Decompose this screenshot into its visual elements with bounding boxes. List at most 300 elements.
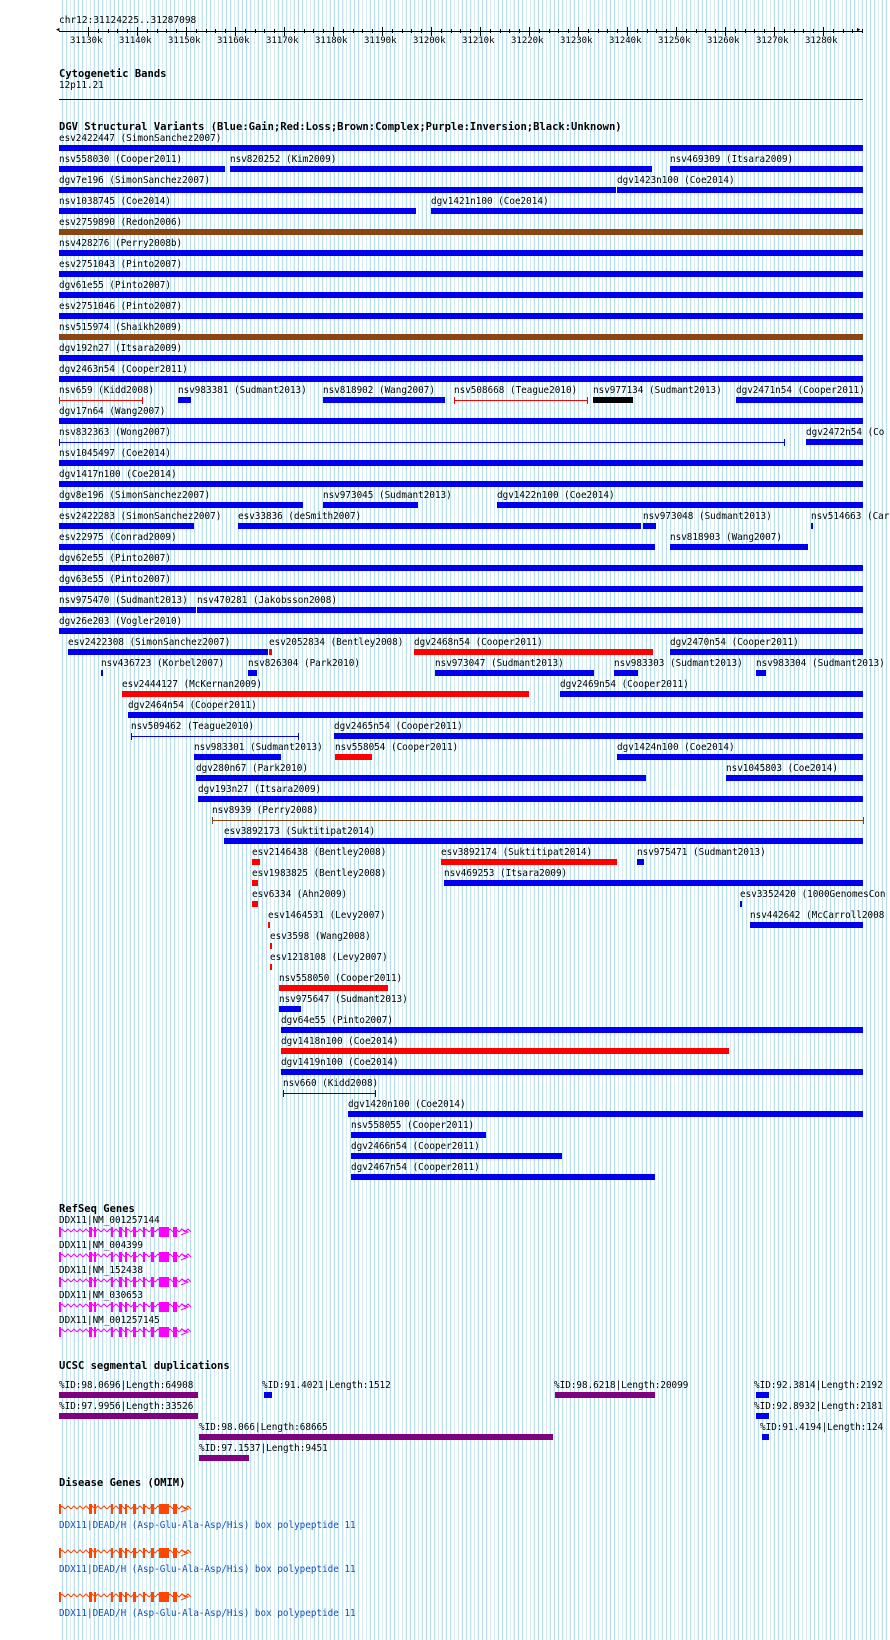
dgv-variant-label[interactable]: nsv442642 (McCarroll2008 <box>750 910 885 921</box>
dgv-variant-label[interactable]: dgv2472n54 (Co <box>806 427 885 438</box>
dgv-variant-label[interactable]: dgv192n27 (Itsara2009) <box>59 343 183 354</box>
dgv-variant-bar[interactable] <box>59 187 616 193</box>
ruler-minor-tick <box>803 29 804 33</box>
dgv-variant-label[interactable]: esv3598 (Wang2008) <box>270 931 371 942</box>
ruler-minor-tick <box>274 29 275 33</box>
ruler-tick-label: 31270k <box>756 36 789 46</box>
dgv-variant-label[interactable]: dgv1417n100 (Coe2014) <box>59 469 177 480</box>
dgv-variant-bar[interactable] <box>270 943 272 949</box>
dgv-variant-bar[interactable] <box>59 460 863 466</box>
dgv-variant-bar[interactable] <box>59 271 863 277</box>
omim-gene-glyph[interactable] <box>59 1547 191 1559</box>
segdup-bar[interactable] <box>199 1455 249 1461</box>
dgv-variant-bar[interactable] <box>435 670 594 676</box>
dgv-variant-line-cap <box>283 1090 284 1097</box>
dgv-variant-bar[interactable] <box>59 544 655 550</box>
dgv-variant-label[interactable]: nsv660 (Kidd2008) <box>283 1078 379 1089</box>
ruler-minor-tick <box>353 29 354 33</box>
dgv-variant-bar[interactable] <box>726 775 863 781</box>
ruler-tick-label: 31190k <box>364 36 397 46</box>
dgv-variant-bar[interactable] <box>617 754 863 760</box>
dgv-variant-label[interactable]: nsv818902 (Wang2007) <box>323 385 435 396</box>
dgv-variant-label[interactable]: esv3892173 (Suktitipat2014) <box>224 826 376 837</box>
ruler-minor-tick <box>117 29 118 33</box>
refseq-gene-glyph[interactable] <box>59 1276 191 1288</box>
dgv-variant-label[interactable]: esv1983825 (Bentley2008) <box>252 868 387 879</box>
dgv-variant-label[interactable]: dgv2464n54 (Cooper2011) <box>128 700 257 711</box>
left-margin <box>0 0 61 1640</box>
ruler-minor-tick <box>696 29 697 33</box>
dgv-variant-label[interactable]: dgv1423n100 (Coe2014) <box>617 175 735 186</box>
ruler-minor-tick <box>588 29 589 33</box>
ruler-minor-tick <box>411 29 412 33</box>
ruler-minor-tick <box>451 29 452 33</box>
refseq-gene-glyph[interactable] <box>59 1301 191 1313</box>
dgv-variant-label[interactable]: nsv509462 (Teague2010) <box>131 721 255 732</box>
dgv-variant-line[interactable] <box>131 736 298 737</box>
dgv-variant-label[interactable]: dgv26e203 (Vogler2010) <box>59 616 183 627</box>
ruler-tick-label: 31170k <box>266 36 299 46</box>
segdup-bar[interactable] <box>59 1413 198 1419</box>
dgv-variant-label[interactable]: nsv470281 (Jakobsson2008) <box>197 595 337 606</box>
segdup-track-title[interactable]: UCSC segmental duplications <box>59 1360 230 1372</box>
dgv-variant-label[interactable]: nsv975470 (Sudmant2013) <box>59 595 188 606</box>
dgv-variant-line-cap <box>142 397 143 404</box>
dgv-variant-label[interactable]: dgv61e55 (Pinto2007) <box>59 280 171 291</box>
dgv-variant-label[interactable]: nsv977134 (Sudmant2013) <box>593 385 722 396</box>
dgv-variant-bar[interactable] <box>431 208 863 214</box>
ruler-tick-label: 31250k <box>658 36 691 46</box>
cytoband-bar <box>59 99 863 100</box>
segdup-label[interactable]: %ID:98.066|Length:68665 <box>199 1422 328 1433</box>
dgv-variant-bar[interactable] <box>736 397 863 403</box>
dgv-variant-bar[interactable] <box>643 523 656 529</box>
ruler-tick <box>823 27 824 36</box>
dgv-variant-label[interactable]: nsv515974 (Shaikh2009) <box>59 322 183 333</box>
ruler-minor-tick <box>784 29 785 33</box>
ruler-minor-tick <box>666 29 667 33</box>
dgv-variant-bar[interactable] <box>194 754 281 760</box>
dgv-variant-label[interactable]: nsv558054 (Cooper2011) <box>335 742 459 753</box>
dgv-variant-line[interactable] <box>59 442 784 443</box>
dgv-variant-line-cap <box>212 817 213 824</box>
ruler-tick <box>88 27 89 36</box>
dgv-variant-label[interactable]: dgv2463n54 (Cooper2011) <box>59 364 188 375</box>
ruler-minor-tick <box>852 29 853 33</box>
ruler-tick <box>529 27 530 36</box>
dgv-track-title[interactable]: DGV Structural Variants (Blue:Gain;Red:Loss;Brown:Complex;Purple:Inversion;Black:Unknown) <box>59 121 622 133</box>
ruler-minor-tick <box>108 29 109 33</box>
dgv-variant-label[interactable]: nsv558055 (Cooper2011) <box>351 1120 475 1131</box>
dgv-variant-bar[interactable] <box>59 418 863 424</box>
dgv-variant-bar[interactable] <box>197 607 863 613</box>
ruler-minor-tick <box>735 29 736 33</box>
dgv-variant-label[interactable]: nsv820252 (Kim2009) <box>230 154 337 165</box>
omim-gene-label[interactable]: DDX11|DEAD/H (Asp-Glu-Ala-Asp/His) box polypeptide 11 <box>59 1520 356 1531</box>
ruler-minor-tick <box>656 29 657 33</box>
dgv-variant-label[interactable]: nsv558030 (Cooper2011) <box>59 154 183 165</box>
dgv-variant-label[interactable]: esv2444127 (McKernan2009) <box>122 679 262 690</box>
dgv-variant-line-cap <box>59 439 60 446</box>
segdup-bar[interactable] <box>59 1392 198 1398</box>
segdup-bar[interactable] <box>756 1392 769 1398</box>
dgv-variant-label[interactable]: dgv64e55 (Pinto2007) <box>281 1015 393 1026</box>
segdup-bar[interactable] <box>199 1434 553 1440</box>
dgv-variant-label[interactable]: esv6334 (Ahn2009) <box>252 889 348 900</box>
dgv-variant-bar[interactable] <box>59 502 303 508</box>
ruler-minor-tick <box>196 29 197 33</box>
dgv-variant-bar[interactable] <box>281 1048 729 1054</box>
segdup-label[interactable]: %ID:92.8932|Length:2181 <box>754 1401 883 1412</box>
dgv-variant-bar[interactable] <box>101 670 103 676</box>
dgv-variant-label[interactable]: dgv193n27 (Itsara2009) <box>198 784 322 795</box>
dgv-variant-bar[interactable] <box>59 355 863 361</box>
dgv-variant-label[interactable]: dgv62e55 (Pinto2007) <box>59 553 171 564</box>
refseq-track-title[interactable]: RefSeq Genes <box>59 1203 135 1215</box>
dgv-variant-bar[interactable] <box>59 166 225 172</box>
ruler-minor-tick <box>255 29 256 33</box>
dgv-variant-bar[interactable] <box>248 670 257 676</box>
ruler-minor-tick <box>549 29 550 33</box>
dgv-variant-bar[interactable] <box>270 964 272 970</box>
ruler-minor-tick <box>323 29 324 33</box>
dgv-variant-bar[interactable] <box>59 208 416 214</box>
ruler-tick <box>431 27 432 36</box>
ruler-tick-label: 31140k <box>119 36 152 46</box>
ruler-minor-tick <box>166 29 167 33</box>
dgv-variant-bar[interactable] <box>750 922 863 928</box>
dgv-variant-label[interactable]: dgv1424n100 (Coe2014) <box>617 742 735 753</box>
dgv-variant-bar[interactable] <box>279 985 388 991</box>
dgv-variant-label[interactable]: nsv428276 (Perry2008b) <box>59 238 183 249</box>
ruler-minor-tick <box>362 29 363 33</box>
ruler-minor-tick <box>607 29 608 33</box>
cytoband-track-title[interactable]: Cytogenetic Bands <box>59 68 167 80</box>
dgv-variant-bar[interactable] <box>441 859 617 865</box>
dgv-variant-bar[interactable] <box>178 397 191 403</box>
dgv-variant-bar[interactable] <box>323 502 418 508</box>
ruler-minor-tick <box>225 29 226 33</box>
ruler-tick <box>235 27 236 36</box>
refseq-gene-glyph[interactable] <box>59 1226 191 1238</box>
dgv-variant-bar[interactable] <box>59 607 196 613</box>
segdup-bar[interactable] <box>756 1413 769 1419</box>
dgv-variant-bar[interactable] <box>252 859 260 865</box>
dgv-variant-label[interactable]: esv3352420 (1000GenomesCon <box>740 889 886 900</box>
refseq-gene-label[interactable]: DDX11|NM_030653 <box>59 1290 143 1301</box>
ruler-tick-label: 31130k <box>70 36 103 46</box>
dgv-variant-bar[interactable] <box>68 649 268 655</box>
dgv-variant-label[interactable]: dgv1419n100 (Coe2014) <box>281 1057 399 1068</box>
dgv-variant-label[interactable]: nsv983303 (Sudmant2013) <box>614 658 743 669</box>
dgv-variant-label[interactable]: esv2052834 (Bentley2008) <box>269 637 404 648</box>
dgv-variant-label[interactable]: esv2146438 (Bentley2008) <box>252 847 387 858</box>
dgv-variant-line-cap <box>454 397 455 404</box>
ruler-minor-tick <box>313 29 314 33</box>
locus-label: chr12:31124225..31287098 <box>59 15 197 26</box>
dgv-variant-label[interactable]: nsv436723 (Korbel2007) <box>101 658 225 669</box>
dgv-variant-label[interactable]: nsv1038745 (Coe2014) <box>59 196 171 207</box>
ruler-minor-tick <box>176 29 177 33</box>
dgv-variant-bar[interactable] <box>59 292 863 298</box>
ruler-tick-label: 31240k <box>609 36 642 46</box>
dgv-variant-bar[interactable] <box>323 397 445 403</box>
dgv-variant-label[interactable]: nsv8939 (Perry2008) <box>212 805 319 816</box>
dgv-variant-bar[interactable] <box>593 397 633 403</box>
dgv-variant-label[interactable]: esv2422447 (SimonSanchez2007) <box>59 133 222 144</box>
ruler-minor-tick <box>705 29 706 33</box>
dgv-variant-label[interactable]: dgv1418n100 (Coe2014) <box>281 1036 399 1047</box>
ruler-tick-label: 31200k <box>413 36 446 46</box>
dgv-variant-bar[interactable] <box>224 838 863 844</box>
segdup-bar[interactable] <box>264 1392 272 1398</box>
dgv-variant-label[interactable]: dgv1422n100 (Coe2014) <box>497 490 615 501</box>
dgv-variant-label[interactable]: nsv1045803 (Coe2014) <box>726 763 838 774</box>
omim-gene-glyph[interactable] <box>59 1503 191 1515</box>
dgv-variant-label[interactable]: dgv2471n54 (Cooper2011) <box>736 385 865 396</box>
dgv-variant-line[interactable] <box>454 400 587 401</box>
dgv-variant-line-cap <box>587 397 588 404</box>
dgv-variant-line-cap <box>59 397 60 404</box>
dgv-variant-label[interactable]: esv2759890 (Redon2006) <box>59 217 183 228</box>
dgv-variant-bar[interactable] <box>351 1174 655 1180</box>
dgv-variant-label[interactable]: dgv1421n100 (Coe2014) <box>431 196 549 207</box>
ruler-minor-tick <box>392 29 393 33</box>
ruler-tick <box>774 27 775 36</box>
dgv-variant-bar[interactable] <box>740 901 742 907</box>
dgv-variant-bar[interactable] <box>497 502 863 508</box>
dgv-variant-bar[interactable] <box>59 145 863 151</box>
dgv-variant-label[interactable]: esv1464531 (Levy2007) <box>268 910 386 921</box>
dgv-variant-label[interactable]: dgv2469n54 (Cooper2011) <box>560 679 689 690</box>
omim-gene-glyph[interactable] <box>59 1591 191 1603</box>
dgv-variant-label[interactable]: dgv17n64 (Wang2007) <box>59 406 166 417</box>
omim-gene-label[interactable]: DDX11|DEAD/H (Asp-Glu-Ala-Asp/His) box polypeptide 11 <box>59 1608 356 1619</box>
dgv-variant-label[interactable]: dgv2465n54 (Cooper2011) <box>334 721 463 732</box>
ruler-tick <box>627 27 628 36</box>
dgv-variant-bar[interactable] <box>59 586 863 592</box>
segdup-label[interactable]: %ID:98.0696|Length:64908 <box>59 1380 194 1391</box>
refseq-gene-label[interactable]: DDX11|NM_152438 <box>59 1265 143 1276</box>
dgv-variant-label[interactable]: nsv983301 (Sudmant2013) <box>194 742 323 753</box>
ruler-minor-tick <box>568 29 569 33</box>
ruler-minor-tick <box>500 29 501 33</box>
dgv-variant-label[interactable]: nsv975647 (Sudmant2013) <box>279 994 408 1005</box>
dgv-variant-line[interactable] <box>59 400 142 401</box>
dgv-variant-label[interactable]: nsv973048 (Sudmant2013) <box>643 511 772 522</box>
dgv-variant-label[interactable]: esv1218108 (Levy2007) <box>270 952 388 963</box>
ruler-tick-label: 31260k <box>707 36 740 46</box>
ruler-minor-tick <box>509 29 510 33</box>
dgv-variant-label[interactable]: nsv818903 (Wang2007) <box>670 532 782 543</box>
ruler-tick <box>480 27 481 36</box>
dgv-variant-line[interactable] <box>283 1093 375 1094</box>
dgv-variant-label[interactable]: esv2422308 (SimonSanchez2007) <box>68 637 231 648</box>
dgv-variant-label[interactable]: dgv7e196 (SimonSanchez2007) <box>59 175 211 186</box>
dgv-variant-bar[interactable] <box>238 523 641 529</box>
dgv-variant-bar[interactable] <box>128 712 863 718</box>
dgv-variant-label[interactable]: dgv2466n54 (Cooper2011) <box>351 1141 480 1152</box>
dgv-variant-line-cap <box>375 1090 376 1097</box>
ruler-tick <box>725 27 726 36</box>
dgv-variant-label[interactable]: esv2751046 (Pinto2007) <box>59 301 183 312</box>
segdup-label[interactable]: %ID:97.9956|Length:33526 <box>59 1401 194 1412</box>
dgv-variant-label[interactable]: nsv983381 (Sudmant2013) <box>178 385 307 396</box>
dgv-variant-bar[interactable] <box>59 523 194 529</box>
ruler-minor-tick <box>264 29 265 33</box>
ruler-minor-tick <box>637 29 638 33</box>
dgv-variant-bar[interactable] <box>614 670 638 676</box>
dgv-variant-label[interactable]: dgv2468n54 (Cooper2011) <box>414 637 543 648</box>
dgv-variant-label[interactable]: dgv280n67 (Park2010) <box>196 763 308 774</box>
segdup-label[interactable]: %ID:97.1537|Length:9451 <box>199 1443 328 1454</box>
dgv-variant-bar[interactable] <box>444 880 863 886</box>
dgv-variant-bar[interactable] <box>59 481 863 487</box>
dgv-variant-bar[interactable] <box>348 1111 863 1117</box>
dgv-variant-label[interactable]: nsv975471 (Sudmant2013) <box>637 847 766 858</box>
dgv-variant-label[interactable]: nsv469309 (Itsara2009) <box>670 154 794 165</box>
dgv-variant-bar[interactable] <box>756 670 766 676</box>
dgv-variant-bar[interactable] <box>281 1069 863 1075</box>
ruler-minor-tick <box>843 29 844 33</box>
ruler-tick-label: 31150k <box>168 36 201 46</box>
ruler-tick-label: 31220k <box>511 36 544 46</box>
dgv-variant-bar[interactable] <box>59 313 863 319</box>
ruler-minor-tick <box>441 29 442 33</box>
dgv-variant-bar[interactable] <box>59 250 863 256</box>
segdup-label[interactable]: %ID:98.6218|Length:20099 <box>554 1380 689 1391</box>
ruler-tick <box>382 27 383 36</box>
dgv-variant-bar[interactable] <box>334 733 863 739</box>
dgv-variant-bar[interactable] <box>252 880 258 886</box>
dgv-variant-label[interactable]: dgv2467n54 (Cooper2011) <box>351 1162 480 1173</box>
dgv-variant-line-cap <box>863 817 864 824</box>
ruler-tick-label: 31180k <box>315 36 348 46</box>
dgv-variant-bar[interactable] <box>806 439 863 445</box>
dgv-variant-label[interactable]: dgv8e196 (SimonSanchez2007) <box>59 490 211 501</box>
dgv-variant-label[interactable]: dgv2470n54 (Cooper2011) <box>670 637 799 648</box>
ruler-minor-tick <box>862 29 863 33</box>
omim-track-title[interactable]: Disease Genes (OMIM) <box>59 1477 186 1489</box>
dgv-variant-bar[interactable] <box>811 523 813 529</box>
dgv-variant-bar[interactable] <box>351 1153 562 1159</box>
segdup-bar[interactable] <box>762 1434 769 1440</box>
dgv-variant-bar[interactable] <box>198 796 863 802</box>
cytoband-name[interactable]: 12p11.21 <box>59 80 104 91</box>
dgv-variant-label[interactable]: esv2422283 (SimonSanchez2007) <box>59 511 222 522</box>
dgv-variant-label[interactable]: nsv558050 (Cooper2011) <box>279 973 403 984</box>
dgv-variant-bar[interactable] <box>59 376 863 382</box>
dgv-variant-label[interactable]: nsv469253 (Itsara2009) <box>444 868 568 879</box>
dgv-variant-label[interactable]: esv33836 (deSmith2007) <box>238 511 362 522</box>
dgv-variant-bar[interactable] <box>281 1027 863 1033</box>
dgv-variant-bar[interactable] <box>59 334 863 340</box>
dgv-variant-bar[interactable] <box>59 229 863 235</box>
refseq-gene-label[interactable]: DDX11|NM_001257145 <box>59 1315 160 1326</box>
dgv-variant-label[interactable]: dgv63e55 (Pinto2007) <box>59 574 171 585</box>
refseq-gene-glyph[interactable] <box>59 1326 191 1338</box>
ruler-right-arrow: ▸ <box>856 25 862 35</box>
ruler-minor-tick <box>402 29 403 33</box>
dgv-variant-bar[interactable] <box>279 1006 301 1012</box>
ruler-minor-tick <box>617 29 618 33</box>
ruler-tick <box>137 27 138 36</box>
ruler-tick <box>333 27 334 36</box>
ruler-minor-tick <box>147 29 148 33</box>
ruler-minor-tick <box>558 29 559 33</box>
dgv-variant-bar[interactable] <box>617 187 863 193</box>
dgv-variant-bar[interactable] <box>414 649 653 655</box>
dgv-variant-bar[interactable] <box>122 691 529 697</box>
dgv-variant-label[interactable]: nsv832363 (Wong2007) <box>59 427 171 438</box>
ruler-minor-tick <box>372 29 373 33</box>
dgv-variant-label[interactable]: nsv508668 (Teague2010) <box>454 385 578 396</box>
dgv-variant-label[interactable]: nsv826304 (Park2010) <box>248 658 360 669</box>
segdup-label[interactable]: %ID:91.4021|Length:1512 <box>262 1380 391 1391</box>
segdup-label[interactable]: %ID:91.4194|Length:124 <box>760 1422 884 1433</box>
dgv-variant-label[interactable]: dgv1420n100 (Coe2014) <box>348 1099 466 1110</box>
ruler-minor-tick <box>98 29 99 33</box>
dgv-variant-label[interactable]: nsv973047 (Sudmant2013) <box>435 658 564 669</box>
ruler-minor-tick <box>470 29 471 33</box>
ruler-minor-tick <box>245 29 246 33</box>
dgv-variant-bar[interactable] <box>252 901 258 907</box>
dgv-variant-bar[interactable] <box>670 649 863 655</box>
ruler-tick-label: 31160k <box>217 36 250 46</box>
ruler-tick <box>284 27 285 36</box>
dgv-variant-label[interactable]: nsv514663 (Car <box>811 511 890 522</box>
dgv-variant-bar[interactable] <box>59 628 863 634</box>
ruler-minor-tick <box>157 29 158 33</box>
dgv-variant-label[interactable]: esv3892174 (Suktitipat2014) <box>441 847 593 858</box>
dgv-variant-line-cap <box>784 439 785 446</box>
dgv-variant-label[interactable]: nsv983304 (Sudmant2013) <box>756 658 885 669</box>
dgv-variant-bar[interactable] <box>670 166 863 172</box>
dgv-variant-label[interactable]: nsv973045 (Sudmant2013) <box>323 490 452 501</box>
refseq-gene-label[interactable]: DDX11|NM_001257144 <box>59 1215 160 1226</box>
dgv-variant-label[interactable]: nsv659 (Kidd2008) <box>59 385 155 396</box>
dgv-variant-bar[interactable] <box>230 166 652 172</box>
ruler-minor-tick <box>715 29 716 33</box>
dgv-variant-bar[interactable] <box>268 922 270 928</box>
ruler-minor-tick <box>813 29 814 33</box>
ruler-minor-tick <box>343 29 344 33</box>
dgv-variant-bar[interactable] <box>335 754 372 760</box>
ruler-minor-tick <box>539 29 540 33</box>
ruler-tick-label: 31280k <box>805 36 838 46</box>
segdup-label[interactable]: %ID:92.3814|Length:2192 <box>754 1380 883 1391</box>
ruler-tick <box>676 27 677 36</box>
ruler-minor-tick <box>421 29 422 33</box>
refseq-gene-glyph[interactable] <box>59 1251 191 1263</box>
dgv-variant-label[interactable]: esv22975 (Conrad2009) <box>59 532 177 543</box>
dgv-variant-line[interactable] <box>212 820 863 821</box>
dgv-variant-bar[interactable] <box>196 775 646 781</box>
dgv-variant-bar[interactable] <box>269 649 272 655</box>
dgv-variant-bar[interactable] <box>351 1132 486 1138</box>
segdup-bar[interactable] <box>555 1392 655 1398</box>
omim-gene-label[interactable]: DDX11|DEAD/H (Asp-Glu-Ala-Asp/His) box polypeptide 11 <box>59 1564 356 1575</box>
dgv-variant-bar[interactable] <box>560 691 863 697</box>
dgv-variant-label[interactable]: nsv1045497 (Coe2014) <box>59 448 171 459</box>
ruler-tick <box>578 27 579 36</box>
dgv-variant-label[interactable]: esv2751043 (Pinto2007) <box>59 259 183 270</box>
dgv-variant-bar[interactable] <box>59 565 863 571</box>
refseq-gene-label[interactable]: DDX11|NM_004399 <box>59 1240 143 1251</box>
dgv-variant-bar[interactable] <box>637 859 644 865</box>
ruler-minor-tick <box>490 29 491 33</box>
dgv-variant-bar[interactable] <box>670 544 808 550</box>
